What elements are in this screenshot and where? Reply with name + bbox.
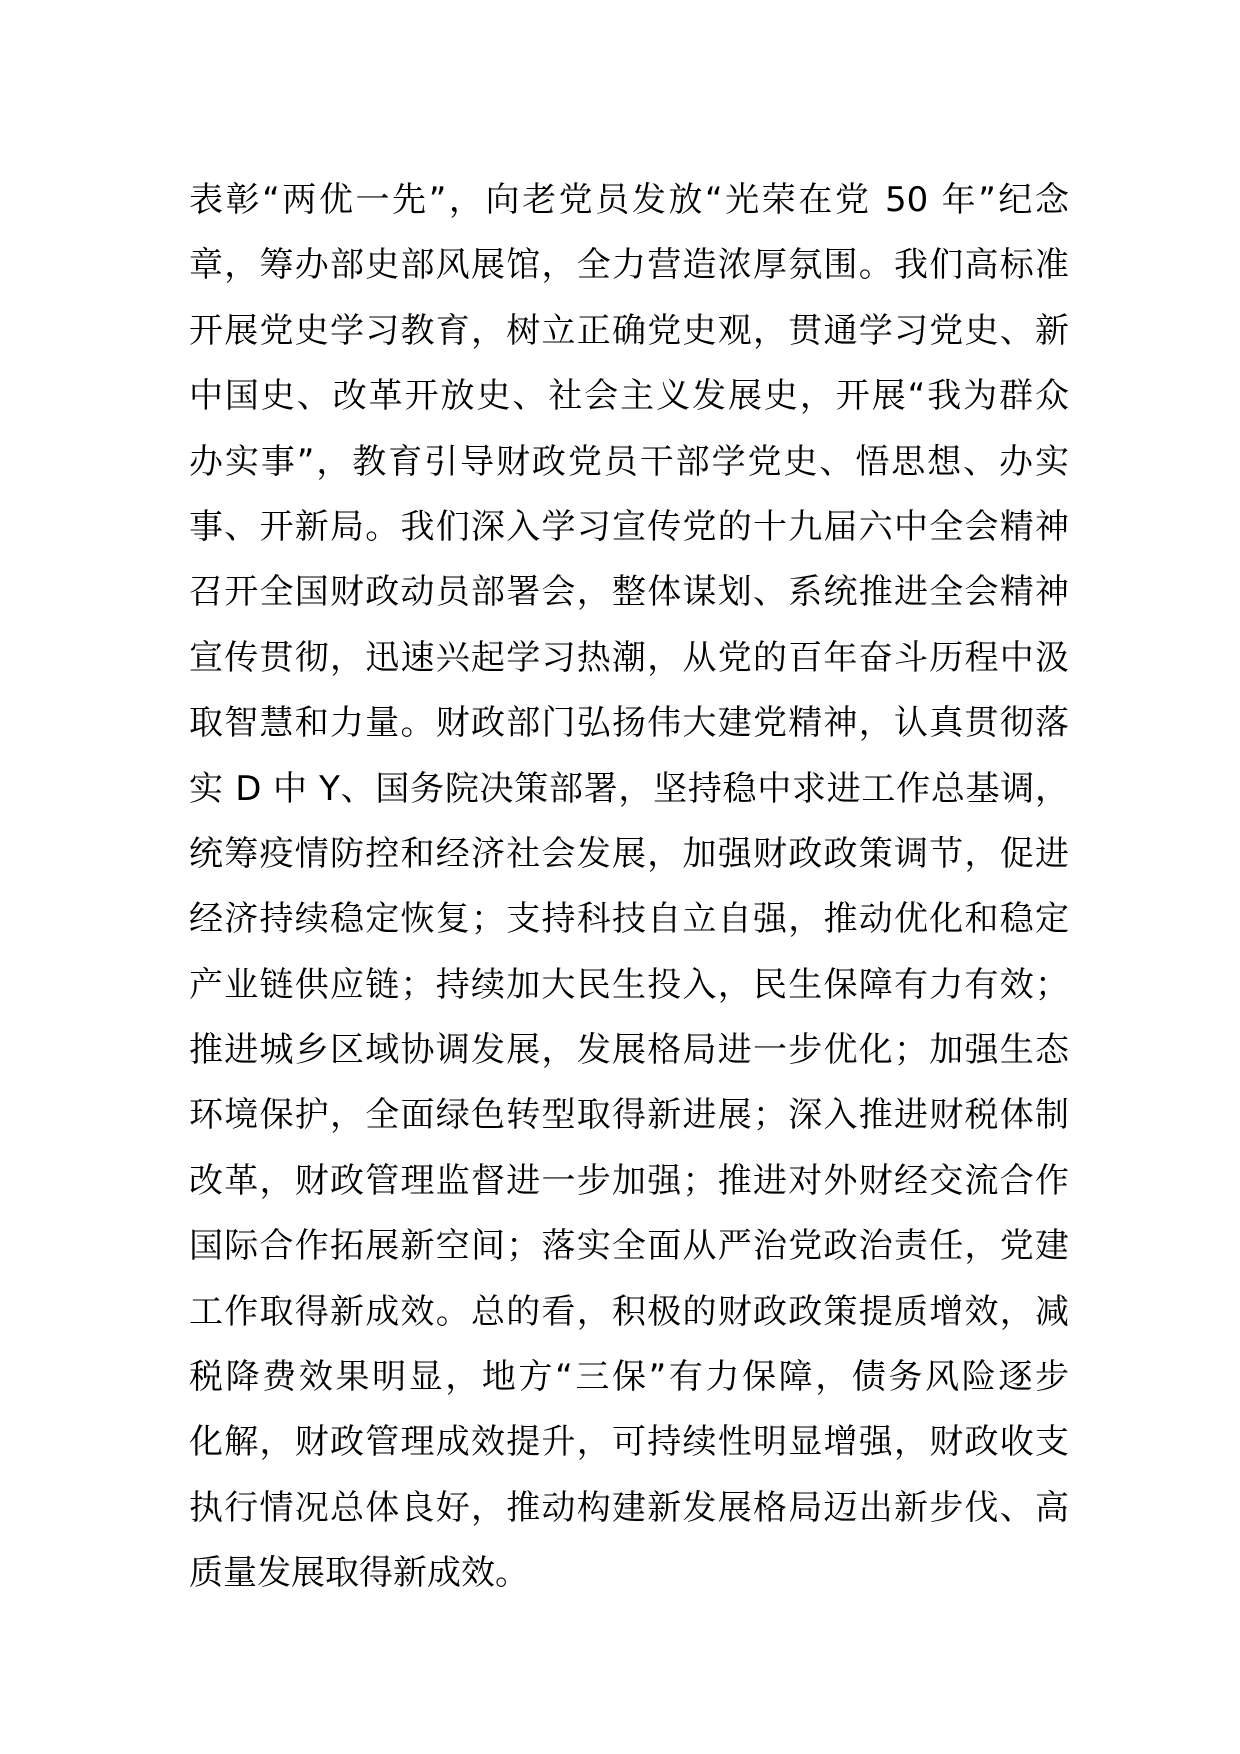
text-line: 工作取得新成效。总的看，积极的财政政策提质增效，减 xyxy=(189,1291,1069,1332)
text-line: 开展党史学习教育，树立正确党史观，贯通学习党史、新 xyxy=(189,310,1069,351)
text-line: 质量发展取得新成效。 xyxy=(189,1553,529,1594)
text-line: 章，筹办部史部风展馆，全力营造浓厚氛围。我们高标准 xyxy=(189,245,1069,286)
text-line: 实 D 中 Y、国务院决策部署，坚持稳中求进工作总基调， xyxy=(189,768,1069,809)
text-line: 国际合作拓展新空间；落实全面从严治党政治责任，党建 xyxy=(189,1226,1069,1267)
text-line: 取智慧和力量。财政部门弘扬伟大建党精神，认真贯彻落 xyxy=(189,703,1069,744)
text-line: 事、开新局。我们深入学习宣传党的十九届六中全会精神 xyxy=(189,506,1069,547)
text-line: 中国史、改革开放史、社会主义发展史，开展“我为群众 xyxy=(189,376,1069,417)
text-line: 办实事”，教育引导财政党员干部学党史、悟思想、办实 xyxy=(189,441,1069,482)
text-line: 执行情况总体良好，推动构建新发展格局迈出新步伐、高 xyxy=(189,1487,1069,1528)
text-line: 宣传贯彻，迅速兴起学习热潮，从党的百年奋斗历程中汲 xyxy=(189,637,1069,678)
text-line: 产业链供应链；持续加大民生投入，民生保障有力有效； xyxy=(189,964,1069,1005)
text-line: 召开全国财政动员部署会，整体谋划、系统推进全会精神 xyxy=(189,572,1069,613)
text-line: 环境保护，全面绿色转型取得新进展；深入推进财税体制 xyxy=(189,1095,1069,1136)
text-line: 税降费效果明显，地方“三保”有力保障，债务风险逐步 xyxy=(189,1357,1069,1398)
text-line: 推进城乡区域协调发展，发展格局进一步优化；加强生态 xyxy=(189,1030,1069,1071)
body-paragraph xyxy=(189,168,1069,1607)
text-line: 改革，财政管理监督进一步加强；推进对外财经交流合作 xyxy=(189,1160,1069,1201)
text-line: 表彰“两优一先”，向老党员发放“光荣在党 50 年”纪念 xyxy=(189,180,1069,220)
text-line: 统筹疫情防控和经济社会发展，加强财政政策调节，促进 xyxy=(189,833,1069,874)
text-line: 化解，财政管理成效提升，可持续性明显增强，财政收支 xyxy=(189,1422,1069,1463)
text-line: 经济持续稳定恢复；支持科技自立自强，推动优化和稳定 xyxy=(189,899,1069,940)
